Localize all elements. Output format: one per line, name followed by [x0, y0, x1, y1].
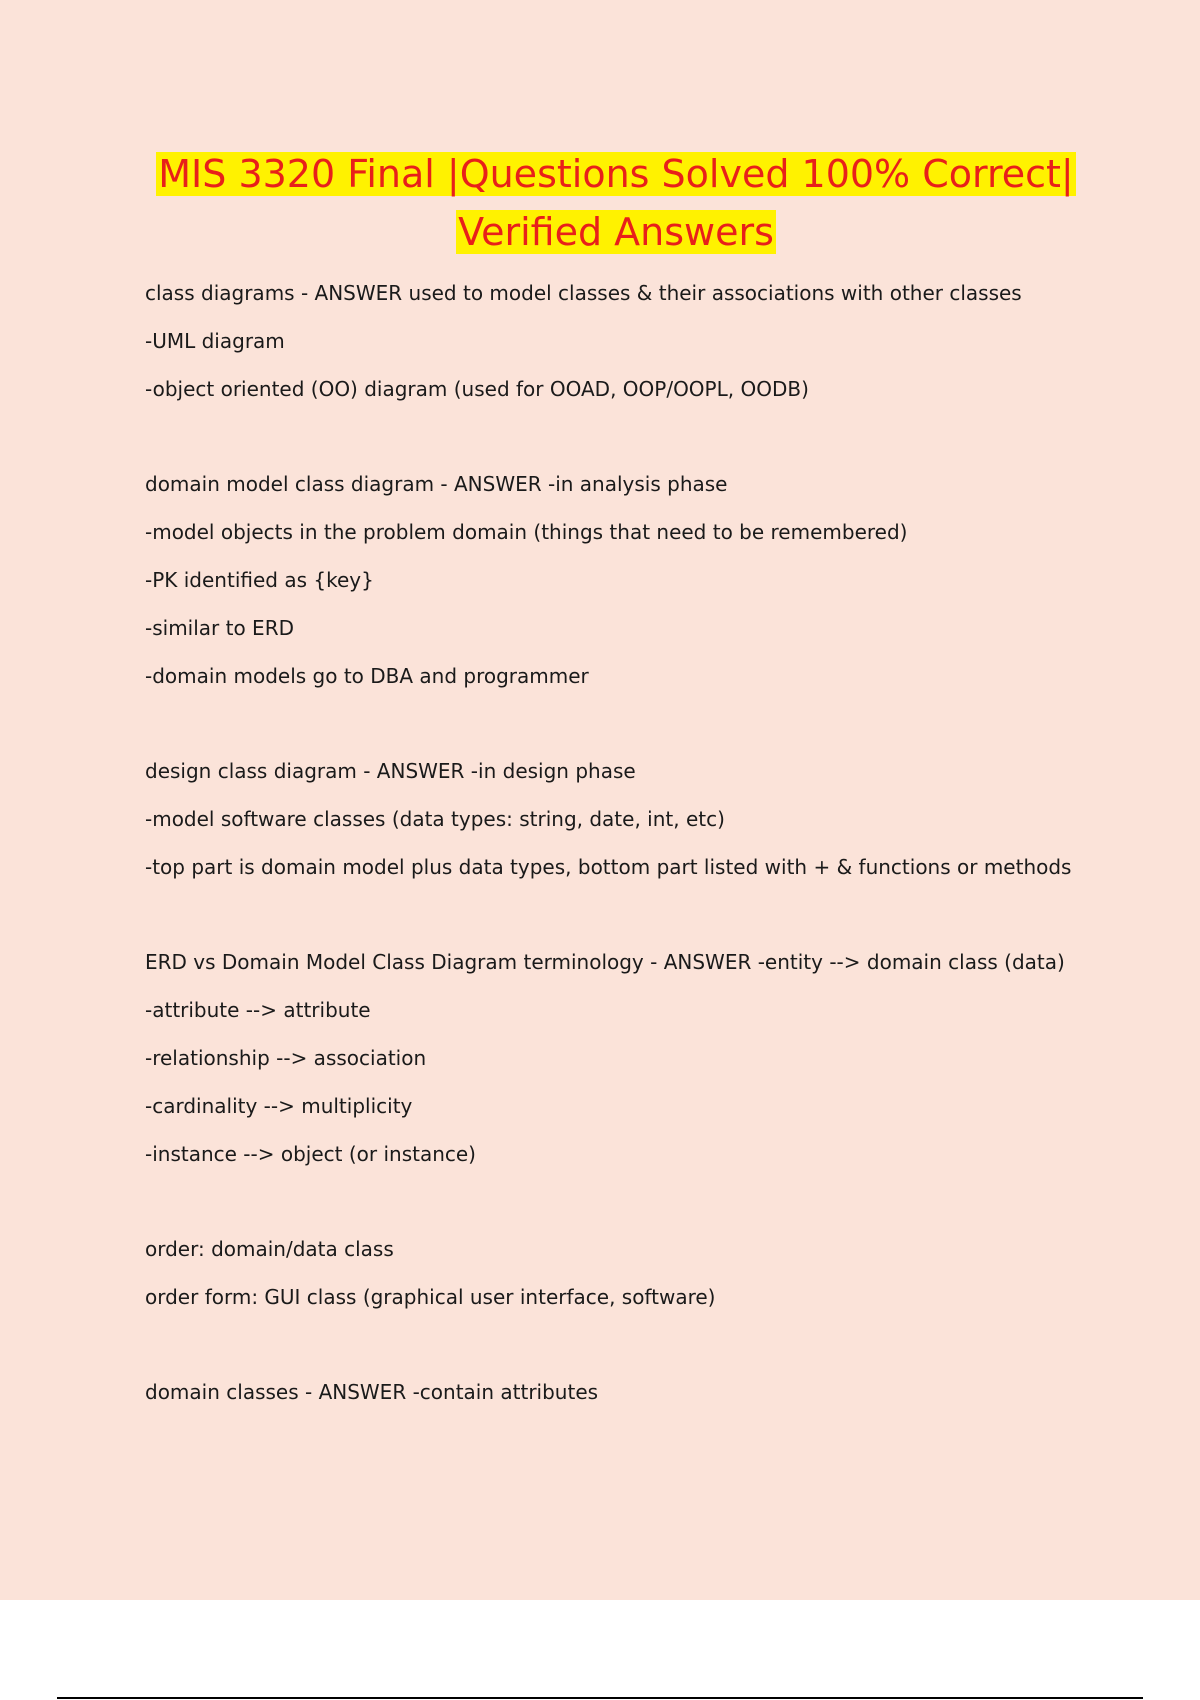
paragraph-gap	[145, 706, 1145, 753]
text-line: ERD vs Domain Model Class Diagram terminology - ANSWER -entity --> domain class (data)	[145, 950, 1065, 974]
text-line: -UML diagram	[145, 329, 285, 353]
text-line: -cardinality --> multiplicity	[145, 1094, 413, 1118]
document-title	[60, 145, 1172, 261]
text-line: -top part is domain model plus data types, bottom part listed with + & functions or methods	[145, 855, 1072, 879]
paragraph-gap	[145, 1327, 1145, 1374]
text-line: order form: GUI class (graphical user interface, software)	[145, 1285, 716, 1309]
text-line: -object oriented (OO) diagram (used for OOAD, OOP/OOPL, OODB)	[145, 377, 809, 401]
text-line: -instance --> object (or instance)	[145, 1142, 476, 1166]
text-line: -similar to ERD	[145, 616, 294, 640]
paragraph-gap	[145, 419, 1145, 466]
title-line-1: MIS 3320 Final |Questions Solved 100% Correct|	[158, 152, 1074, 196]
text-line: -PK identified as {key}	[145, 568, 374, 592]
text-line: -model software classes (data types: string, date, int, etc)	[145, 807, 725, 831]
paragraph-gap	[145, 897, 1145, 944]
document-body	[145, 275, 1145, 1422]
paragraph-gap	[145, 1184, 1145, 1231]
footer-divider	[57, 1697, 1143, 1699]
text-line: -relationship --> association	[145, 1046, 427, 1070]
text-line: domain classes - ANSWER -contain attributes	[145, 1380, 599, 1404]
text-line: class diagrams - ANSWER used to model classes & their associations with other classes	[145, 281, 1022, 305]
text-line: -domain models go to DBA and programmer	[145, 664, 589, 688]
text-line: -attribute --> attribute	[145, 998, 371, 1022]
title-line-2: Verified Answers	[458, 210, 774, 254]
text-line: -model objects in the problem domain (things that need to be remembered)	[145, 520, 908, 544]
text-line: order: domain/data class	[145, 1237, 394, 1261]
text-line: domain model class diagram - ANSWER -in analysis phase	[145, 472, 728, 496]
text-line: design class diagram - ANSWER -in design phase	[145, 759, 636, 783]
